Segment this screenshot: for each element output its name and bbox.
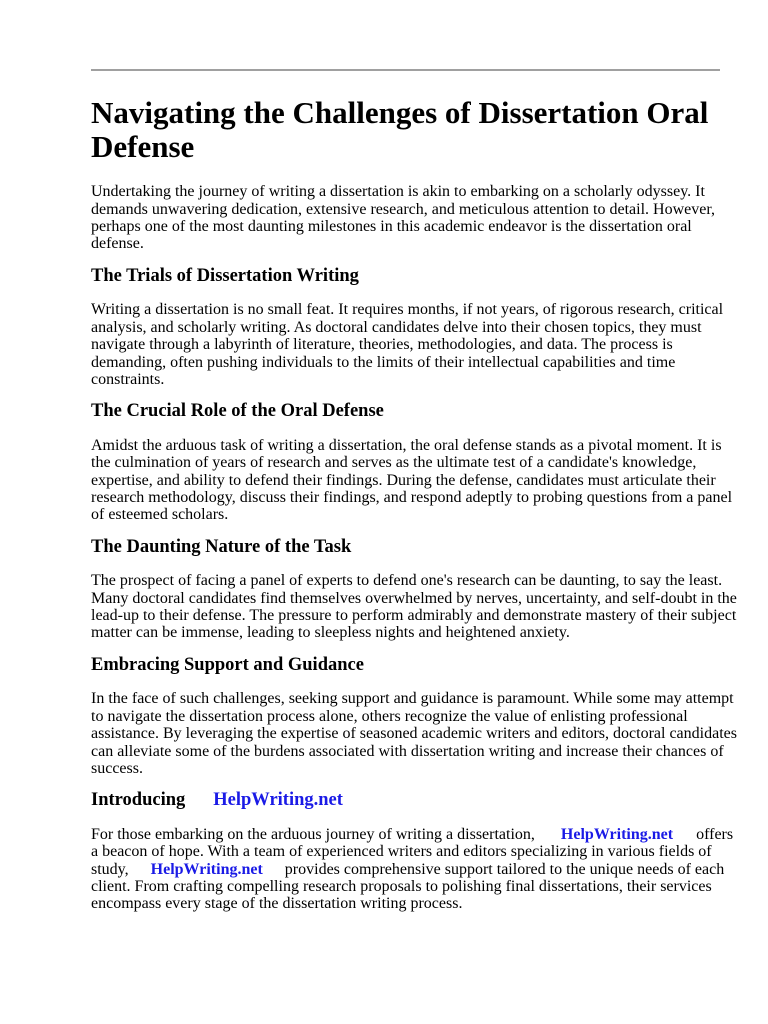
text-line: matter can be immense, leading to sleepless nights and heightened anxiety. bbox=[91, 624, 570, 642]
text-line: perhaps one of the most daunting milestones in this academic endeavor is the dissertation oral bbox=[91, 218, 692, 236]
intro-paragraph bbox=[91, 183, 731, 253]
text-line: Many doctoral candidates find themselves overwhelmed by nerves, uncertainty, and self-doubt in the bbox=[91, 589, 737, 607]
text-line: lead-up to their defense. The pressure to perform admirably and demonstrate mastery of their subject bbox=[91, 607, 737, 625]
text-line: defense. bbox=[91, 235, 144, 253]
helpwriting-inline-link[interactable]: HelpWriting.net bbox=[560, 825, 674, 843]
page-title-line: Navigating the Challenges of Dissertation Oral bbox=[91, 95, 709, 130]
text-line: a beacon of hope. With a team of experienced writers and editors specializing in various fields of bbox=[91, 843, 712, 861]
text-line: demanding, often pushing individuals to the limits of their intellectual capabilities and time bbox=[91, 353, 676, 371]
section-heading-daunting-nature: The Daunting Nature of the Task bbox=[91, 536, 352, 557]
text-segment: offers bbox=[696, 825, 734, 843]
text-line: to navigate the dissertation process alone, others recognize the value of enlisting professional bbox=[91, 707, 688, 725]
page-title-line: Defense bbox=[91, 129, 195, 164]
text-line: In the face of such challenges, seeking support and guidance is paramount. While some may attempt bbox=[91, 690, 734, 708]
text-line: assistance. By leveraging the expertise of seasoned academic writers and editors, doctoral candidates bbox=[91, 725, 737, 743]
support-paragraph bbox=[91, 690, 737, 777]
helpwriting-heading-link[interactable]: HelpWriting.net bbox=[213, 790, 343, 811]
document-body bbox=[91, 95, 737, 913]
introducing-label: Introducing bbox=[91, 790, 186, 811]
section-heading-crucial-role: The Crucial Role of the Oral Defense bbox=[91, 401, 384, 422]
text-line: expertise, and ability to defend their findings. During the defense, candidates must articulate their bbox=[91, 471, 716, 489]
text-line: Writing a dissertation is no small feat. It requires months, if not years, of rigorous research, critical bbox=[91, 301, 724, 319]
text-line: analysis, and scholarly writing. As doctoral candidates delve into their chosen topics, they must bbox=[91, 318, 702, 336]
section-heading-introducing bbox=[91, 789, 731, 811]
text-line: of esteemed scholars. bbox=[91, 506, 229, 524]
text-line: constraints. bbox=[91, 370, 165, 388]
text-line: Amidst the arduous task of writing a dissertation, the oral defense stands as a pivotal moment. It is bbox=[91, 436, 722, 454]
crucial-role-paragraph bbox=[91, 437, 731, 524]
text-line: the culmination of years of research and serves as the ultimate test of a candidate's knowledge, bbox=[91, 454, 697, 472]
top-horizontal-rule bbox=[91, 69, 720, 71]
introducing-paragraph bbox=[91, 825, 734, 913]
text-line: encompass every stage of the dissertation writing process. bbox=[91, 895, 463, 913]
page-title bbox=[91, 96, 731, 164]
daunting-nature-paragraph bbox=[91, 572, 737, 642]
text-line bbox=[91, 861, 731, 878]
text-line: research methodology, discuss their findings, and respond adeptly to probing questions from a panel bbox=[91, 488, 733, 506]
trials-paragraph bbox=[91, 301, 731, 388]
text-segment: study, bbox=[91, 860, 129, 878]
text-line: demands unwavering dedication, extensive research, and meticulous attention to detail. However, bbox=[91, 200, 716, 218]
text-segment: For those embarking on the arduous journey of writing a dissertation, bbox=[91, 825, 535, 843]
text-line bbox=[91, 825, 734, 843]
text-line: client. From crafting compelling research proposals to polishing final dissertations, their services bbox=[91, 877, 712, 895]
section-heading-trials: The Trials of Dissertation Writing bbox=[91, 265, 359, 286]
section-heading-support: Embracing Support and Guidance bbox=[91, 654, 364, 675]
helpwriting-inline-link[interactable]: HelpWriting.net bbox=[150, 860, 263, 878]
text-line: The prospect of facing a panel of experts to defend one's research can be daunting, to say the least. bbox=[91, 572, 723, 590]
text-line: can alleviate some of the burdens associated with dissertation writing and increase their chances of bbox=[91, 742, 724, 760]
text-line: success. bbox=[91, 759, 143, 777]
text-line: navigate through a labyrinth of literature, theories, methodologies, and data. The process is bbox=[91, 336, 673, 354]
text-segment: provides comprehensive support tailored to the unique needs of each bbox=[284, 860, 725, 878]
text-line: Undertaking the journey of writing a dissertation is akin to embarking on a scholarly odyssey. It bbox=[91, 183, 705, 201]
